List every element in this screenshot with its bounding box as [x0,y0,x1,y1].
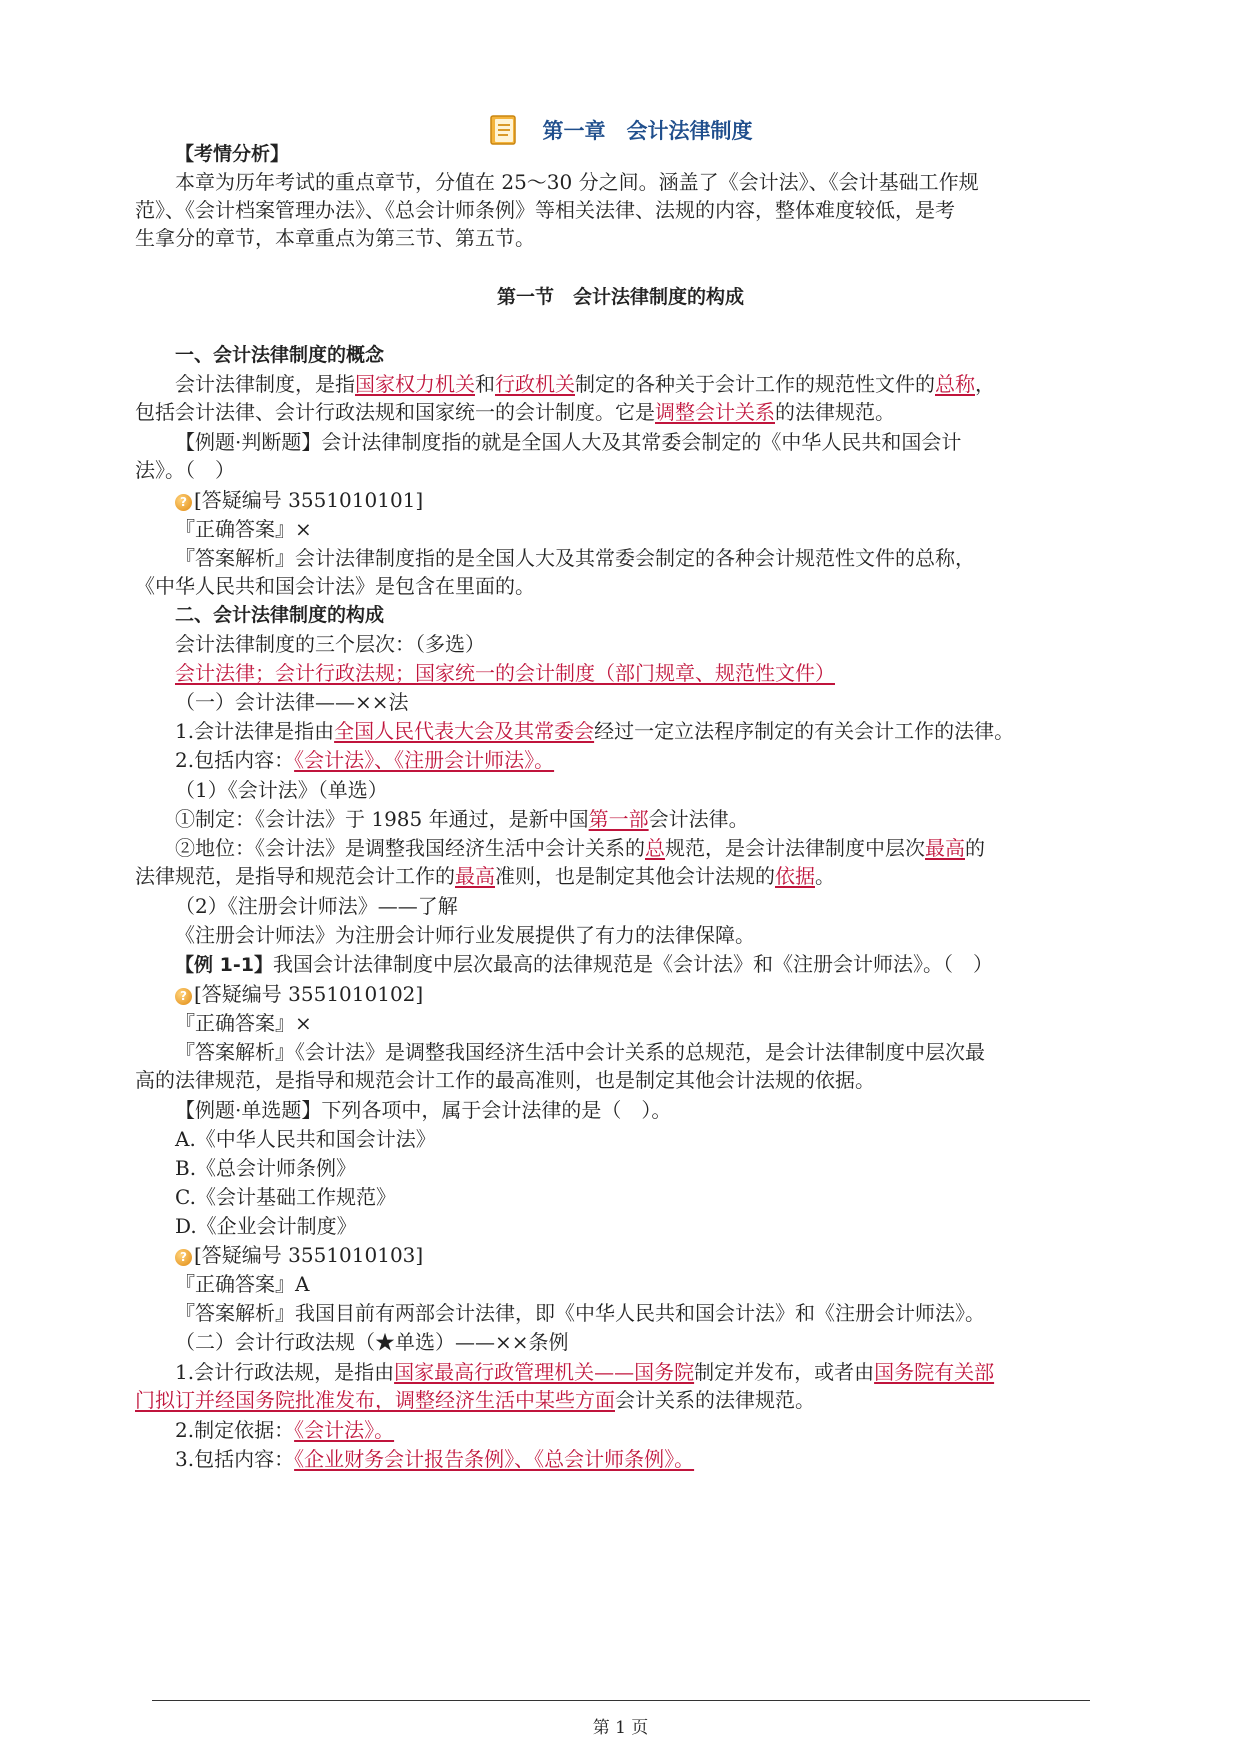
code-text: [答疑编号 3551010103] [194,1243,424,1267]
analysis-heading: 【考情分析】 [175,143,290,165]
highlight: 行政机关 [495,372,575,396]
example-label: 【例 1-1】 [175,954,273,976]
text: 我国会计法律制度中层次最高的法律规范是《会计法》和《注册会计师法》。（ ） [272,952,993,976]
analysis-line: 本章为历年考试的重点章节，分值在 25～30 分之间。涵盖了《会计法》、《会计基础工作规 [175,170,979,194]
answer-analysis: 『答案解析』《会计法》是调整我国经济生活中会计关系的总规范，是会计法律制度中层次最 [175,1040,985,1064]
text: 。 [815,864,835,888]
highlight: 《会计法》、《注册会计师法》。 [294,748,555,772]
answer-code[interactable] [175,1241,423,1269]
question-icon: ? [175,494,192,511]
answer-analysis: 『答案解析』会计法律制度指的是全国人大及其常委会制定的各种会计规范性文件的总称， [175,546,975,570]
text: 和 [475,372,495,396]
highlight: 《会计法》。 [294,1418,395,1442]
document-icon [489,114,519,146]
highlight: 国家权力机关 [355,372,475,396]
law-contents [175,746,554,774]
highlight: 国务院有关部 [874,1360,995,1384]
concept-paragraph [135,398,895,426]
highlight: 总 [645,836,665,860]
text: 规范，是会计法律制度中层次 [665,836,925,860]
text: ， [975,372,995,396]
code-text: [答疑编号 3551010101] [194,488,424,512]
subsection-law: （一）会计法律——××法 [175,690,409,714]
highlight: 全国人民代表大会及其常委会 [334,719,595,743]
text: 会计法律制度，是指 [175,372,355,396]
answer-analysis: 《中华人民共和国会计法》是包含在里面的。 [135,574,535,598]
law-position [135,862,835,890]
section-title: 第一节 会计法律制度的构成 [496,286,744,308]
footer-divider [152,1700,1090,1701]
question-icon: ? [175,1249,192,1266]
regulation-basis [175,1416,394,1444]
regulation-definition [175,1358,994,1386]
law-subheading: （2）《注册会计师法》——了解 [175,894,458,918]
answer-code[interactable] [175,980,423,1008]
text: 法律规范，是指导和规范会计工作的 [135,864,455,888]
highlight: 依据 [775,864,815,888]
correct-answer: 『正确答案』× [175,1011,312,1035]
option: C.《会计基础工作规范》 [175,1185,396,1209]
chapter-title: 第一章 会计法律制度 [542,119,753,143]
text: 2.包括内容： [175,748,295,772]
page-number: 第 1 页 [592,1718,649,1738]
text: 会计法律。 [648,807,749,831]
law-position [175,834,985,862]
answer-analysis: 高的法律规范，是指导和规范会计工作的最高准则，也是制定其他会计法规的依据。 [135,1068,875,1092]
text: ①制定：《会计法》于 1985 年通过，是新中国 [175,807,589,831]
text: 2.制定依据： [175,1418,295,1442]
example-question: 【例题·单选题】下列各项中，属于会计法律的是（ ）。 [175,1098,672,1122]
correct-answer: 『正确答案』A [175,1272,310,1296]
text: 的 [965,836,985,860]
levels-intro: 会计法律制度的三个层次：（多选） [175,632,485,656]
highlight: 第一部 [588,807,649,831]
text: 3.包括内容： [175,1447,295,1471]
example-question: 【例题·判断题】会计法律制度指的就是全国人大及其常委会制定的《中华人民共和国会计 [175,430,962,454]
heading-structure: 二、会计法律制度的构成 [175,604,385,626]
levels-list [175,659,835,687]
highlight: 国家最高行政管理机关——国务院 [394,1360,695,1384]
analysis-line: 范》、《会计档案管理办法》、《总会计师条例》等相关法律、法规的内容，整体难度较低，是考 [135,198,955,222]
text: 的法律规范。 [775,400,895,424]
correct-answer: 『正确答案』× [175,517,312,541]
heading-concept: 一、会计法律制度的概念 [175,344,385,366]
law-subheading: （1）《会计法》（单选） [175,778,388,802]
text: 1.会计行政法规，是指由 [175,1360,395,1384]
code-text: [答疑编号 3551010102] [194,982,424,1006]
text: 包括会计法律、会计行政法规和国家统一的会计制度。它是 [135,400,655,424]
subsection-regulation: （二）会计行政法规（★单选）——××条例 [175,1330,569,1354]
regulation-definition [135,1386,815,1414]
text: 准则，也是制定其他会计法规的 [495,864,775,888]
text: 制定并发布，或者由 [694,1360,875,1384]
example-question [175,950,993,979]
law-made [175,805,749,833]
option: A.《中华人民共和国会计法》 [175,1127,436,1151]
regulation-contents [175,1445,694,1473]
text: ②地位：《会计法》是调整我国经济生活中会计关系的 [175,836,645,860]
example-question: 法》。（ ） [135,458,235,482]
cpa-text: 《注册会计师法》为注册会计师行业发展提供了有力的法律保障。 [175,923,755,947]
text: 制定的各种关于会计工作的规范性文件的 [575,372,935,396]
highlight: 调整会计关系 [655,400,775,424]
answer-analysis: 『答案解析』我国目前有两部会计法律，即《中华人民共和国会计法》和《注册会计师法》。 [175,1301,985,1325]
text: 会计关系的法律规范。 [615,1388,815,1412]
concept-paragraph [175,370,995,398]
highlight: 最高 [455,864,495,888]
answer-code[interactable] [175,486,423,514]
question-icon: ? [175,988,192,1005]
highlight: 会计法律；会计行政法规；国家统一的会计制度（部门规章、规范性文件） [175,661,835,685]
text: 1.会计法律是指由 [175,719,335,743]
text: 经过一定立法程序制定的有关会计工作的法律。 [594,719,1015,743]
highlight: 总称 [935,372,975,396]
option: D.《企业会计制度》 [175,1214,357,1238]
option: B.《总会计师条例》 [175,1156,357,1180]
highlight: 门拟订并经国务院批准发布，调整经济生活中某些方面 [135,1388,615,1412]
analysis-line: 生拿分的章节，本章重点为第三节、第五节。 [135,226,535,250]
law-definition [175,717,1014,745]
highlight: 最高 [925,836,965,860]
highlight: 《企业财务会计报告条例》、《总会计师条例》。 [294,1447,695,1471]
